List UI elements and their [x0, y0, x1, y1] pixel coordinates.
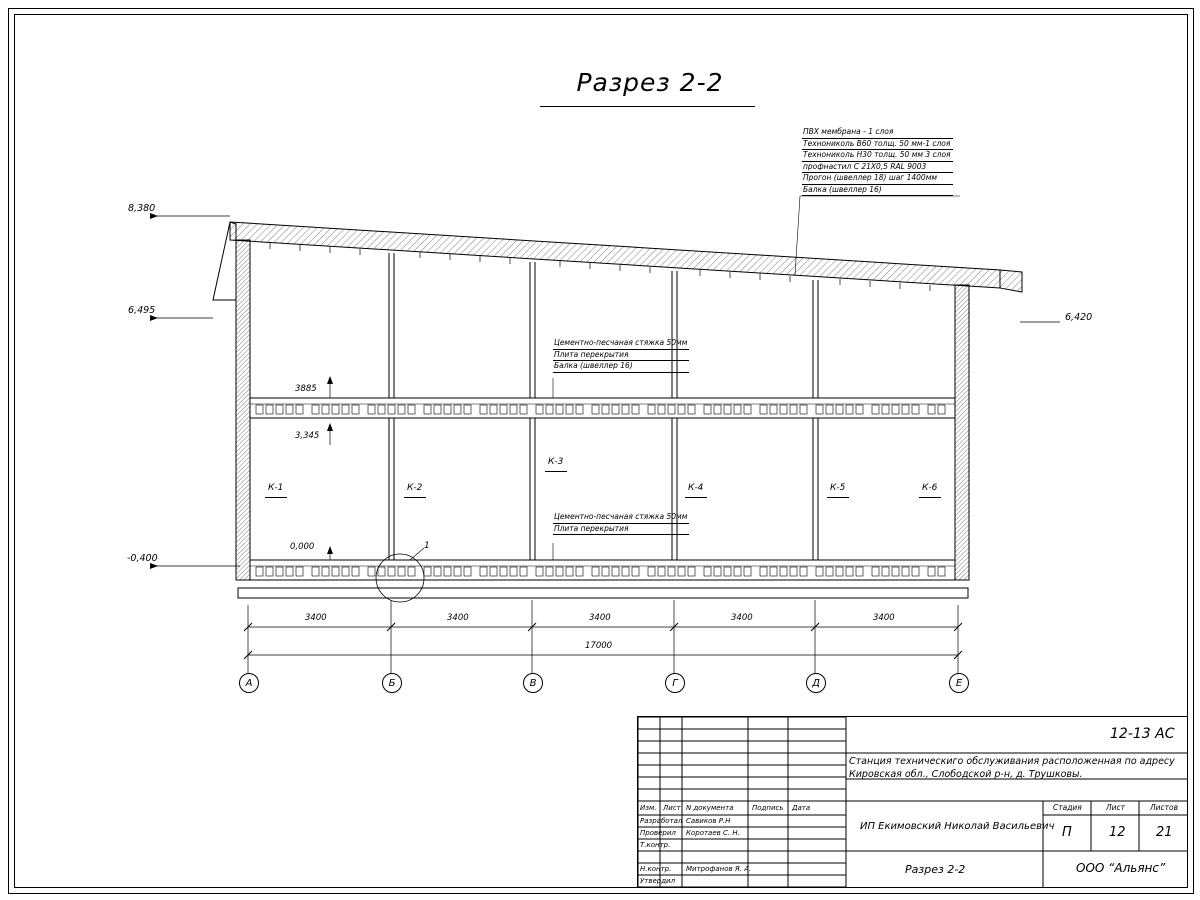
role-label: Разработал — [640, 817, 683, 825]
stage-value: 21 — [1156, 825, 1173, 840]
column-label: К-1 — [268, 483, 284, 493]
column-label: К-3 — [548, 457, 564, 467]
dimension-value: 3400 — [447, 613, 469, 623]
dimension-value: 3400 — [589, 613, 611, 623]
label-underline — [919, 497, 941, 498]
floor-note-line: Цементно-песчаная стяжка 50мм — [553, 512, 689, 524]
stage-header: Листов — [1150, 803, 1179, 812]
revision-column-header: N документа — [686, 804, 734, 812]
column-label: К-6 — [922, 483, 938, 493]
role-name: Савиков Р.Н — [686, 817, 731, 825]
column-label: К-2 — [407, 483, 423, 493]
floor-note-line: Цементно-песчаная стяжка 50мм — [553, 338, 689, 350]
object-name-line2: Кировская обл., Слободской р-н, д. Трушковы. — [849, 769, 1083, 780]
label-underline — [827, 497, 849, 498]
column-label: К-4 — [688, 483, 704, 493]
level-mark: 3,345 — [295, 431, 320, 441]
role-label: Н.контр. — [640, 865, 672, 873]
stage-header: Лист — [1106, 803, 1126, 812]
stage-value: П — [1062, 825, 1072, 840]
revision-column-header: Лист — [663, 804, 681, 812]
level-mark: 0,000 — [290, 542, 315, 552]
role-label: Проверил — [640, 829, 676, 837]
sheet-name: Разрез 2-2 — [905, 863, 966, 876]
roof-note-line: Технониколь Н30 толщ. 50 мм 3 слоя — [802, 150, 953, 162]
roof-note-line: Балка (швеллер 16) — [802, 185, 953, 197]
revision-column-header: Дата — [792, 804, 811, 812]
lower-floor-spec-note — [553, 512, 689, 535]
company-name: ООО “Альянс” — [1076, 861, 1166, 875]
roof-note-line: Технониколь В60 толщ. 50 мм-1 слоя — [802, 139, 953, 151]
level-mark: 6,495 — [128, 305, 156, 316]
customer-name: ИП Екимовский Николай Васильевич — [860, 821, 1055, 832]
axis-bubble: Е — [949, 673, 969, 693]
page-title: Разрез 2-2 — [576, 68, 724, 97]
revision-column-header: Изм. — [640, 804, 657, 812]
dimension-value: 3400 — [731, 613, 753, 623]
floor-note-line: Плита перекрытия — [553, 350, 689, 362]
roof-note-line: профнастил С 21Х0,5 RAL 9003 — [802, 162, 953, 174]
level-mark: 6,420 — [1065, 312, 1093, 323]
axis-bubble: Д — [806, 673, 826, 693]
roof-spec-note — [802, 127, 953, 196]
label-underline — [404, 497, 426, 498]
drawing-number: 12-13 АС — [1110, 726, 1175, 742]
role-name: Митрофанов Я. А. — [686, 865, 752, 873]
stage-header: Стадия — [1053, 803, 1082, 812]
dimension-value: 3400 — [305, 613, 327, 623]
level-mark: -0,400 — [127, 553, 158, 564]
role-label: Т.контр. — [640, 841, 671, 849]
roof-note-line: Прогон (швеллер 18) шаг 1400мм — [802, 173, 953, 185]
floor-note-line: Балка (швеллер 16) — [553, 361, 689, 373]
role-label: Утвердил — [640, 877, 676, 885]
role-name: Коротаев С. Н. — [686, 829, 740, 837]
upper-floor-spec-note — [553, 338, 689, 373]
title-block — [637, 716, 1188, 888]
dimension-total: 17000 — [585, 641, 613, 651]
label-underline — [685, 497, 707, 498]
label-underline — [265, 497, 287, 498]
column-label: К-5 — [830, 483, 846, 493]
axis-bubble: Б — [382, 673, 402, 693]
level-mark: 8,380 — [128, 203, 156, 214]
floor-note-line: Плита перекрытия — [553, 524, 689, 536]
object-name-line1: Станция техническиго обслуживания расположенная по адресу — [849, 756, 1175, 767]
axis-bubble: А — [239, 673, 259, 693]
node-callout-label: 1 — [424, 541, 430, 551]
axis-bubble: Г — [665, 673, 685, 693]
stage-value: 12 — [1109, 825, 1126, 840]
axis-bubble: В — [523, 673, 543, 693]
dimension-value: 3400 — [873, 613, 895, 623]
label-underline — [545, 471, 567, 472]
level-mark: 3885 — [295, 384, 317, 394]
revision-column-header: Подпись — [752, 804, 784, 812]
roof-note-line: ПВХ мембрана - 1 слоя — [802, 127, 953, 139]
